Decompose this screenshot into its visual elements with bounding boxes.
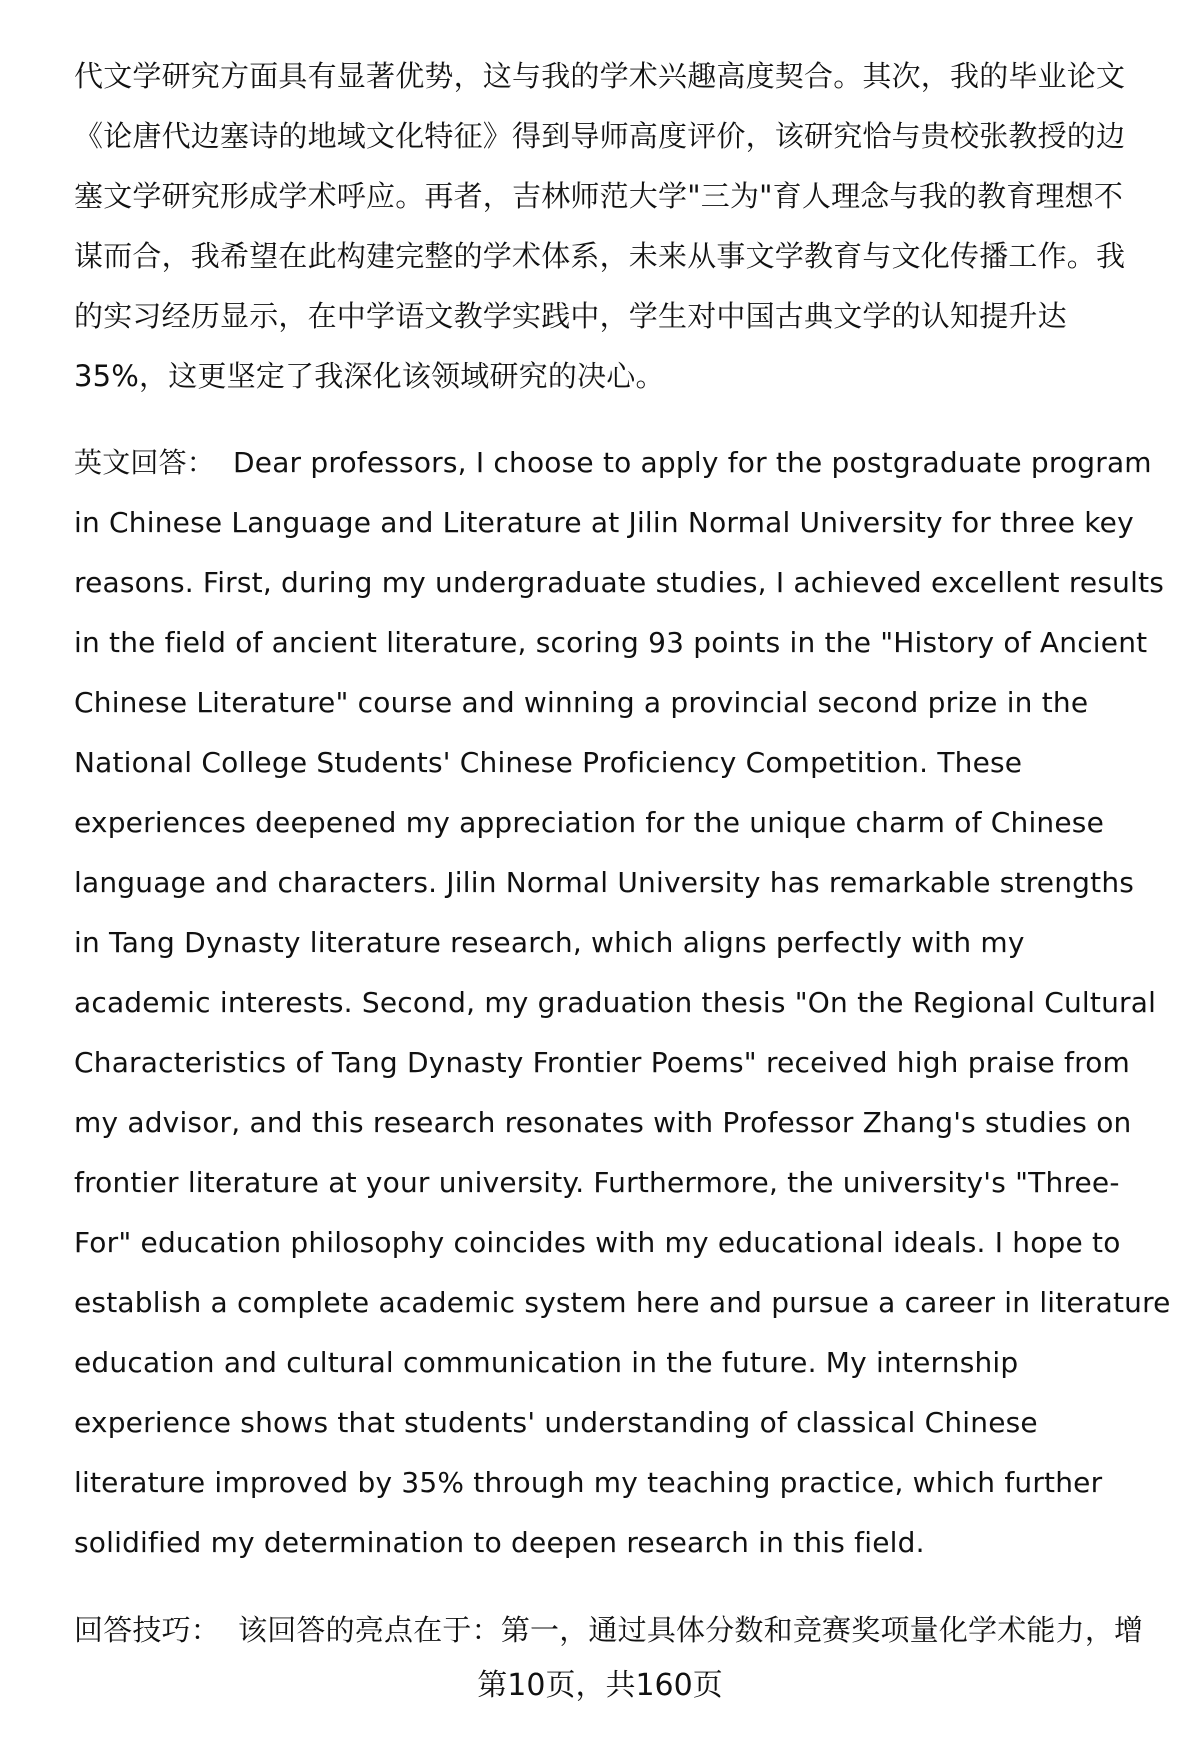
text-line: experiences deepened my appreciation for the unique charm of Chinese bbox=[74, 806, 1105, 839]
english-answer-first-line: Dear professors, I choose to apply for the postgraduate program bbox=[233, 446, 1152, 479]
text-line: education and cultural communication in the future. My internship bbox=[74, 1346, 1019, 1379]
page-number-footer: 第10页，共160页 bbox=[477, 1668, 723, 1703]
text-line: in Tang Dynasty literature research, which aligns perfectly with my bbox=[74, 926, 1025, 959]
text-line: in the field of ancient literature, scoring 93 points in the "History of Ancient bbox=[74, 626, 1148, 659]
text-line: 塞文学研究形成学术呼应。再者，吉林师范大学"三为"育人理念与我的教育理想不 bbox=[74, 179, 1124, 213]
text-line: 的实习经历显示，在中学语文教学实践中，学生对中国古典文学的认知提升达 bbox=[74, 299, 1067, 333]
text-line: language and characters. Jilin Normal University has remarkable strengths bbox=[74, 866, 1135, 899]
text-line: establish a complete academic system here and pursue a career in literature bbox=[74, 1286, 1171, 1319]
english-answer-paragraph bbox=[74, 433, 1171, 1573]
text-line: frontier literature at your university. Furthermore, the university's "Three- bbox=[74, 1166, 1120, 1199]
text-line bbox=[74, 1600, 1154, 1660]
text-line bbox=[74, 433, 1154, 493]
text-line: Chinese Literature" course and winning a provincial second prize in the bbox=[74, 686, 1089, 719]
answer-tips-first-line: 该回答的亮点在于：第一，通过具体分数和竞赛奖项量化学术能力，增 bbox=[238, 1613, 1144, 1647]
text-line: National College Students' Chinese Proficiency Competition. These bbox=[74, 746, 1023, 779]
text-line: in Chinese Language and Literature at Jilin Normal University for three key bbox=[74, 506, 1134, 539]
english-answer-label: 英文回答： bbox=[74, 446, 216, 479]
chinese-answer-paragraph bbox=[74, 46, 1154, 406]
answer-tips-label: 回答技巧： bbox=[74, 1613, 221, 1647]
text-line: my advisor, and this research resonates with Professor Zhang's studies on bbox=[74, 1106, 1132, 1139]
answer-tips-paragraph bbox=[74, 1600, 1154, 1660]
text-line: 谋而合，我希望在此构建完整的学术体系，未来从事文学教育与文化传播工作。我 bbox=[74, 239, 1126, 273]
text-line: 《论唐代边塞诗的地域文化特征》得到导师高度评价，该研究恰与贵校张教授的边 bbox=[74, 119, 1126, 153]
text-line: Characteristics of Tang Dynasty Frontier Poems" received high praise from bbox=[74, 1046, 1131, 1079]
text-line: academic interests. Second, my graduation thesis "On the Regional Cultural bbox=[74, 986, 1157, 1019]
text-line: solidified my determination to deepen research in this field. bbox=[74, 1526, 925, 1559]
text-line: For" education philosophy coincides with my educational ideals. I hope to bbox=[74, 1226, 1121, 1259]
text-line: experience shows that students' understanding of classical Chinese bbox=[74, 1406, 1038, 1439]
text-line: 35%，这更坚定了我深化该领域研究的决心。 bbox=[74, 359, 665, 393]
text-line: literature improved by 35% through my teaching practice, which further bbox=[74, 1466, 1103, 1499]
text-line: reasons. First, during my undergraduate studies, I achieved excellent results bbox=[74, 566, 1165, 599]
text-line: 代文学研究方面具有显著优势，这与我的学术兴趣高度契合。其次，我的毕业论文 bbox=[74, 59, 1126, 93]
document-page bbox=[74, 46, 1171, 1660]
